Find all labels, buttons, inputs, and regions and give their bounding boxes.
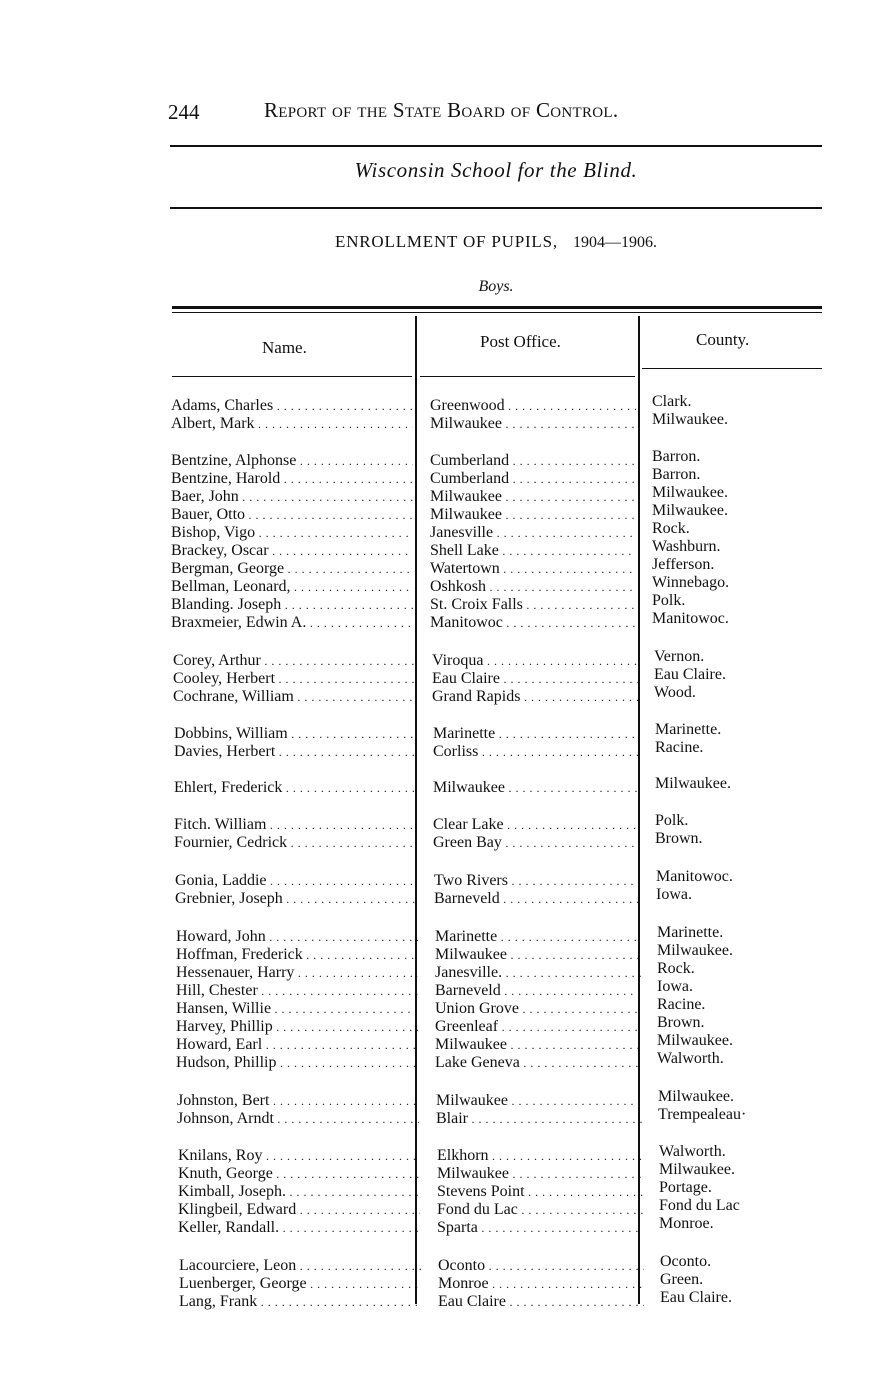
pupil-name: Blanding. Joseph . . . — [171, 596, 413, 614]
county: Racine. — [657, 996, 706, 1013]
county: Milwaukee. — [652, 502, 728, 519]
pupil-name: Johnson, Arndt . . . — [177, 1110, 419, 1128]
post-office: Union Grove . . . — [435, 1000, 641, 1018]
table-row — [0, 1106, 887, 1128]
pupil-name: Grebnier, Joseph . . . — [175, 890, 417, 908]
county: Eau Claire. — [654, 666, 726, 683]
running-head — [168, 98, 728, 128]
county: Monroe. — [659, 1215, 714, 1232]
header-rule — [420, 376, 635, 377]
pupil-name: Lacourciere, Leon . . . — [179, 1257, 421, 1275]
county: Iowa. — [656, 886, 692, 903]
post-office: Eau Claire . . . — [432, 670, 638, 688]
pupil-name: Howard, Earl . . . — [176, 1036, 418, 1054]
county: Clark. — [652, 393, 692, 410]
county: Rock. — [652, 520, 690, 537]
county: Milwaukee. — [657, 942, 733, 959]
pupil-name: Hansen, Willie . . . — [176, 1000, 418, 1018]
post-office: Sparta . . . — [437, 1219, 643, 1237]
post-office: Elkhorn . . . — [437, 1147, 643, 1165]
table-row — [0, 610, 887, 632]
county: Racine. — [655, 739, 704, 756]
table-subhead: Boys. — [478, 278, 514, 295]
pupil-name: Klingbeil, Edward . . . — [178, 1201, 420, 1219]
post-office: Milwaukee . . . — [436, 1092, 642, 1110]
county: Barron. — [652, 466, 701, 483]
post-office: Viroqua . . . — [432, 652, 638, 670]
pupil-name: Knuth, George . . . — [178, 1165, 420, 1183]
section-title: Wisconsin School for the Blind. — [354, 158, 638, 182]
post-office: Manitowoc . . . — [430, 614, 636, 632]
running-title: Report of the State Board of Control. — [264, 98, 619, 122]
post-office: Shell Lake . . . — [430, 542, 636, 560]
county: Barron. — [652, 448, 701, 465]
table-row — [0, 684, 887, 706]
pupil-name: Keller, Randall. . . . — [178, 1219, 420, 1237]
table-row — [0, 1289, 887, 1311]
column-header-post-office: Post Office. — [480, 332, 561, 351]
post-office: Blair . . . — [436, 1110, 642, 1128]
post-office: Milwaukee . . . — [435, 1036, 641, 1054]
pupil-name: Ehlert, Frederick . . . — [174, 779, 416, 797]
pupil-name: Albert, Mark . . . — [171, 415, 413, 433]
pupil-name: Bergman, George . . . — [171, 560, 413, 578]
county: Brown. — [655, 830, 703, 847]
pupil-name: Fitch. William . . . — [174, 816, 416, 834]
post-office: Milwaukee . . . — [430, 506, 636, 524]
county: Washburn. — [652, 538, 721, 555]
post-office: Clear Lake . . . — [433, 816, 639, 834]
county: Milwaukee. — [655, 775, 731, 792]
county: Manitowoc. — [656, 868, 733, 885]
county: Portage. — [659, 1179, 712, 1196]
post-office: Monroe . . . — [438, 1275, 644, 1293]
post-office: Milwaukee . . . — [435, 946, 641, 964]
pupil-name: Hill, Chester . . . — [176, 982, 418, 1000]
post-office: Stevens Point . . . — [437, 1183, 643, 1201]
county: Milwaukee. — [652, 484, 728, 501]
post-office: Barneveld . . . — [435, 982, 641, 1000]
pupil-name: Braxmeier, Edwin A. . . . — [171, 614, 413, 632]
county: Jefferson. — [652, 556, 715, 573]
pupil-name: Cooley, Herbert . . . — [173, 670, 415, 688]
page-number: 244 — [168, 100, 200, 124]
post-office: Two Rivers . . . — [434, 872, 640, 890]
pupil-name: Cochrane, William . . . — [173, 688, 415, 706]
county: Walworth. — [659, 1143, 726, 1160]
pupil-name: Bellman, Leonard, . . . — [171, 578, 413, 596]
header-rule — [172, 376, 412, 377]
pupil-name: Harvey, Phillip . . . — [176, 1018, 418, 1036]
table-top-rule — [172, 306, 822, 309]
pupil-name: Johnston, Bert . . . — [177, 1092, 419, 1110]
table-row — [0, 1050, 887, 1072]
county: Walworth. — [657, 1050, 724, 1067]
pupil-name: Howard, John . . . — [176, 928, 418, 946]
county: Fond du Lac — [659, 1197, 740, 1214]
pupil-name: Bauer, Otto . . . — [171, 506, 413, 524]
pupil-name: Bentzine, Alphonse . . . — [171, 452, 413, 470]
county: Iowa. — [657, 978, 693, 995]
table-title-label: ENROLLMENT OF PUPILS, — [335, 232, 558, 251]
table-top-rule-thin — [172, 312, 822, 313]
table-title — [170, 232, 822, 252]
county: Winnebago. — [652, 574, 730, 591]
pupil-name: Baer, John . . . — [171, 488, 413, 506]
pupil-name: Hudson, Phillip . . . — [176, 1054, 418, 1072]
post-office: Watertown . . . — [430, 560, 636, 578]
county: Manitowoc. — [652, 610, 729, 627]
post-office: Marinette . . . — [435, 928, 641, 946]
post-office: Milwaukee . . . — [433, 779, 639, 797]
county: Marinette. — [655, 721, 722, 738]
county: Oconto. — [660, 1253, 712, 1270]
post-office: Eau Claire . . . — [438, 1293, 644, 1311]
pupil-name: Bishop, Vigo . . . — [171, 524, 413, 542]
column-header-county: County. — [696, 330, 750, 349]
county: Vernon. — [654, 648, 705, 665]
column-header-name: Name. — [262, 338, 307, 357]
pupil-name: Corey, Arthur . . . — [173, 652, 415, 670]
post-office: Greenleaf . . . — [435, 1018, 641, 1036]
table-row — [0, 1215, 887, 1237]
county: Milwaukee. — [658, 1088, 734, 1105]
county: Milwaukee. — [652, 411, 728, 428]
header-rule — [642, 368, 822, 369]
top-rule — [170, 145, 822, 147]
pupil-name: Fournier, Cedrick . . . — [174, 834, 416, 852]
post-office: Oconto . . . — [438, 1257, 644, 1275]
table-row — [0, 739, 887, 761]
post-office: Janesville. . . . — [435, 964, 641, 982]
county: Milwaukee. — [657, 1032, 733, 1049]
post-office: Lake Geneva . . . — [435, 1054, 641, 1072]
post-office: Barneveld . . . — [434, 890, 640, 908]
county: Rock. — [657, 960, 695, 977]
post-office: Milwaukee . . . — [437, 1165, 643, 1183]
pupil-name: Bentzine, Harold . . . — [171, 470, 413, 488]
county: Polk. — [655, 812, 689, 829]
pupil-name: Kimball, Joseph. . . . — [178, 1183, 420, 1201]
post-office: Fond du Lac . . . — [437, 1201, 643, 1219]
pupil-name: Davies, Herbert . . . — [174, 743, 416, 761]
county: Eau Claire. — [660, 1289, 732, 1306]
pupil-name: Brackey, Oscar . . . — [171, 542, 413, 560]
post-office: Greenwood . . . — [430, 397, 636, 415]
post-office: Corliss . . . — [433, 743, 639, 761]
post-office: Milwaukee . . . — [430, 488, 636, 506]
county: Green. — [660, 1271, 704, 1288]
county: Marinette. — [657, 924, 724, 941]
post-office: Marinette . . . — [433, 725, 639, 743]
county: Trempealeau· — [658, 1106, 747, 1123]
county: Milwaukee. — [659, 1161, 735, 1178]
pupil-name: Dobbins, William . . . — [174, 725, 416, 743]
post-office: Cumberland . . . — [430, 452, 636, 470]
county: Wood. — [654, 684, 696, 701]
post-office: Milwaukee . . . — [430, 415, 636, 433]
pupil-name: Luenberger, George . . . — [179, 1275, 421, 1293]
post-office: Green Bay . . . — [433, 834, 639, 852]
pupil-name: Gonia, Laddie . . . — [175, 872, 417, 890]
post-office: Janesville . . . — [430, 524, 636, 542]
table-row — [0, 775, 887, 797]
table-row — [0, 886, 887, 908]
pupil-name: Lang, Frank . . . — [179, 1293, 421, 1311]
post-office: Oshkosh . . . — [430, 578, 636, 596]
pupil-name: Adams, Charles . . . — [171, 397, 413, 415]
post-office: St. Croix Falls . . . — [430, 596, 636, 614]
post-office: Cumberland . . . — [430, 470, 636, 488]
section-rule — [170, 207, 822, 209]
table-row — [0, 411, 887, 433]
pupil-name: Hoffman, Frederick . . . — [176, 946, 418, 964]
table-title-years: 1904—1906. — [572, 234, 657, 251]
county: Polk. — [652, 592, 686, 609]
pupil-name: Hessenauer, Harry . . . — [176, 964, 418, 982]
table-row — [0, 830, 887, 852]
post-office: Grand Rapids . . . — [432, 688, 638, 706]
pupil-name: Knilans, Roy . . . — [178, 1147, 420, 1165]
county: Brown. — [657, 1014, 705, 1031]
